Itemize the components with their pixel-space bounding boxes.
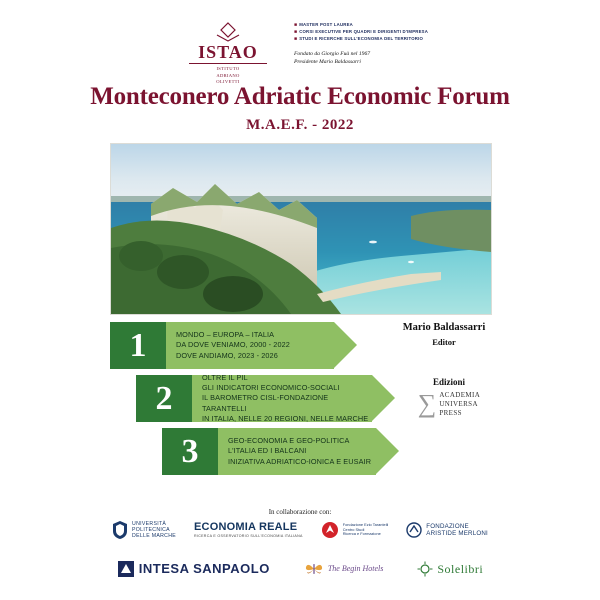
partner-name-line: Ricerca e Formazione <box>342 531 381 537</box>
partner-name-line: Fondazione Ezio Tarantelli <box>342 521 389 527</box>
partner-univpm <box>112 520 176 540</box>
chapter-line: DA DOVE VENIAMO, 2000 - 2022 <box>176 340 290 350</box>
istao-fullname-line-3: OLIVETTI <box>216 79 240 85</box>
partner-name: The Begin Hotels <box>327 564 384 574</box>
founder-line-1: Fondato da Giorgio Fuà nel 1967 <box>293 51 371 57</box>
istao-fullname-line-2: ADRIANO <box>216 72 240 78</box>
bullet-icon: ■ <box>293 29 298 35</box>
partner-logo-row-1 <box>100 520 500 540</box>
partner-name-line: UNIVERSITÀ <box>132 520 167 527</box>
chapter-text <box>176 330 290 361</box>
partner-name <box>426 523 488 538</box>
chapter-text <box>228 436 371 467</box>
publisher-logo <box>374 391 524 417</box>
istao-emblem-icon <box>211 22 245 42</box>
partner-name <box>343 523 389 537</box>
activity-label: CORSI EXECUTIVE PER QUADRI E DIRIGENTI D'IMPRESA <box>299 29 429 34</box>
header-block <box>0 18 600 85</box>
chapter-line: DOVE ANDIAMO, 2023 - 2026 <box>176 350 278 360</box>
chapter-number: 3 <box>162 428 218 475</box>
chapter-number: 2 <box>136 375 192 422</box>
chapter-number: 1 <box>110 322 166 369</box>
partner-solelibri <box>417 561 483 577</box>
editor-name: Mario Baldassarri <box>402 322 486 333</box>
partner-name-line: POLITECNICA <box>132 526 170 533</box>
partner-name-line: ECONOMIA REALE <box>194 521 298 534</box>
chapter-text <box>202 373 372 425</box>
chapter-line: GEO-ECONOMIA E GEO-POLITICA <box>228 435 350 445</box>
activity-item <box>294 36 428 43</box>
activity-label: MASTER POST LAUREA <box>299 22 353 27</box>
page-subtitle: M.A.E.F. - 2022 <box>246 117 354 133</box>
istao-activities <box>284 18 428 66</box>
chapter-line: OLTRE IL PIL <box>202 372 248 382</box>
chapter-line: INIZIATIVA ADRIATICO-IONICA E EUSAIR <box>228 456 372 466</box>
cisl-arrow-icon <box>321 521 339 539</box>
page-title: Monteconero Adriatic Economic Forum <box>90 83 510 110</box>
sun-icon <box>417 561 433 577</box>
collaboration-label: In collaborazione con: <box>268 508 332 516</box>
chapter-item-3[interactable] <box>162 428 490 475</box>
chapter-line: IN ITALIA, NELLE 20 REGIONI, NELLE MARCHE <box>202 414 369 424</box>
founder-line-2: Presidente Mario Baldassarri <box>293 59 361 66</box>
publisher-label: Edizioni <box>432 377 465 387</box>
partner-name <box>132 521 176 540</box>
partner-begin-hotels <box>304 560 384 578</box>
intesa-sanpaolo-icon <box>117 560 135 578</box>
butterfly-icon <box>304 560 324 578</box>
publisher-name-line: ACADEMIA <box>439 391 481 399</box>
publisher-name <box>439 391 480 417</box>
chapter-line: L'ITALIA ED I BALCANI <box>228 446 307 456</box>
coastline-illustration <box>111 144 491 314</box>
activity-item <box>294 22 428 29</box>
chapter-line: GLI INDICATORI ECONOMICO-SOCIALI <box>202 382 340 392</box>
bullet-icon: ■ <box>293 36 298 42</box>
merloni-emblem-icon <box>406 522 422 538</box>
cover-photo <box>110 143 492 315</box>
partner-name-sub: RICERCA E OSSERVATORIO SULL'ECONOMIA ITALIANA <box>194 534 303 539</box>
partner-fondazione-merloni <box>406 522 488 538</box>
university-crest-icon <box>112 520 128 540</box>
academia-universa-monogram-icon: ∑ <box>417 389 437 419</box>
chapter-line: IL BAROMETRO CISL-FONDAZIONE TARANTELLI <box>202 393 329 413</box>
partner-name-line: ARISTIDE MERLONI <box>426 530 488 537</box>
bullet-icon: ■ <box>293 22 298 28</box>
istao-wordmark: ISTAO <box>198 42 258 62</box>
partner-name: Solelibri <box>437 561 484 576</box>
partner-name <box>194 521 303 539</box>
chapter-arrow-body <box>166 322 334 369</box>
istao-divider <box>189 63 267 64</box>
partner-name-line: DELLE MARCHE <box>132 533 177 540</box>
partner-name-line: FONDAZIONE <box>426 522 469 530</box>
partner-name-line: Centro Studi <box>342 526 365 532</box>
partner-name: INTESA SANPAOLO <box>138 561 270 577</box>
istao-logo <box>172 18 284 85</box>
editor-role: Editor <box>432 337 456 347</box>
activity-item <box>294 29 428 36</box>
chapter-arrow-body <box>192 372 372 424</box>
publisher-name-line: PRESS <box>439 408 462 417</box>
activity-label: STUDI E RICERCHE SULL'ECONOMIA DEL TERRITORIO <box>299 36 424 41</box>
publisher-name-line: UNIVERSA <box>439 399 478 408</box>
partner-economia-reale <box>194 521 303 539</box>
partner-intesa-sanpaolo <box>117 560 270 578</box>
chapter-arrow-body <box>218 428 376 475</box>
chapter-line: MONDO – EUROPA – ITALIA <box>176 329 275 339</box>
partner-logo-row-2 <box>100 560 500 578</box>
publisher-block <box>374 377 524 417</box>
istao-fullname-line-1: ISTITUTO <box>216 66 240 71</box>
editor-block <box>374 322 514 347</box>
partner-fondazione-tarantelli <box>321 521 389 539</box>
